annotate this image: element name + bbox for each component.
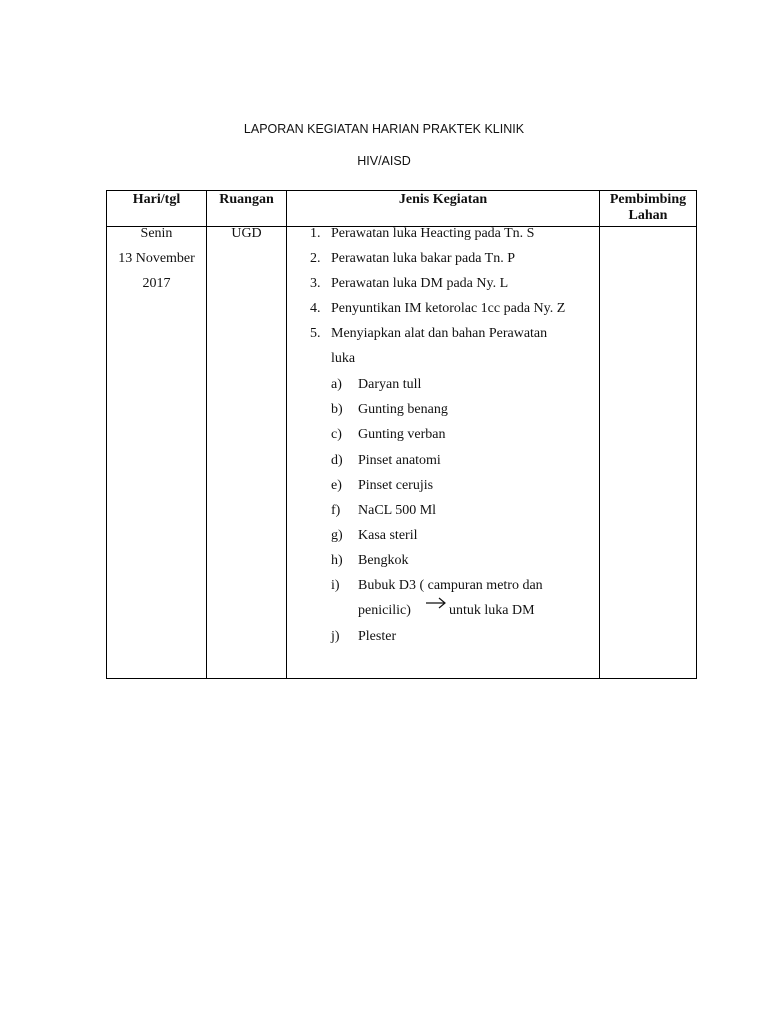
tool-h-letter: h) xyxy=(331,553,343,568)
tool-e-text: Pinset cerujis xyxy=(358,478,434,493)
tool-h-text: Bengkok xyxy=(358,553,409,568)
tool-i-text: Bubuk D3 ( campuran metro dan xyxy=(358,578,543,593)
tool-c-text: Gunting verban xyxy=(358,427,446,442)
tool-d-letter: d) xyxy=(331,453,343,468)
cell-day: Senin xyxy=(140,226,173,241)
cell-room: UGD xyxy=(231,226,262,241)
header-lahan: Lahan xyxy=(628,208,668,223)
tool-c-letter: c) xyxy=(331,427,342,442)
arrow-right-icon xyxy=(425,597,447,609)
activity-1-number: 1. xyxy=(310,226,321,241)
tool-j-text: Plester xyxy=(358,629,397,644)
header-pembimbing: Pembimbing xyxy=(609,192,687,207)
activity-3-number: 3. xyxy=(310,276,321,291)
tool-g-letter: g) xyxy=(331,528,343,543)
report-subtitle: HIV/AISD xyxy=(357,154,411,168)
tool-e-letter: e) xyxy=(331,478,342,493)
activity-4-text: Penyuntikan IM ketorolac 1cc pada Ny. Z xyxy=(331,301,566,316)
column-divider-3 xyxy=(599,190,600,679)
cell-date: 13 November xyxy=(118,251,195,266)
tool-g-text: Kasa steril xyxy=(358,528,418,543)
header-ruangan: Ruangan xyxy=(219,192,274,207)
tool-a-letter: a) xyxy=(331,377,342,392)
activity-4-number: 4. xyxy=(310,301,321,316)
tool-a-text: Daryan tull xyxy=(358,377,422,392)
tool-i-letter: i) xyxy=(331,578,340,593)
tool-j-letter: j) xyxy=(331,629,340,644)
tool-f-letter: f) xyxy=(331,503,341,518)
tool-d-text: Pinset anatomi xyxy=(358,453,441,468)
activity-2-number: 2. xyxy=(310,251,321,266)
table-border-bottom xyxy=(106,678,697,679)
activity-3-text: Perawatan luka DM pada Ny. L xyxy=(331,276,509,291)
report-title: LAPORAN KEGIATAN HARIAN PRAKTEK KLINIK xyxy=(243,122,525,136)
activity-2-text: Perawatan luka bakar pada Tn. P xyxy=(331,251,516,266)
tool-b-text: Gunting benang xyxy=(358,402,448,417)
activity-5-text: Menyiapkan alat dan bahan Perawatan xyxy=(331,326,548,341)
activity-1-text: Perawatan luka Heacting pada Tn. S xyxy=(331,226,535,241)
header-jenis-kegiatan: Jenis Kegiatan xyxy=(398,192,488,207)
column-divider-2 xyxy=(286,190,287,679)
tool-b-letter: b) xyxy=(331,402,343,417)
column-divider-1 xyxy=(206,190,207,679)
cell-year: 2017 xyxy=(142,276,171,291)
tool-i-continuation: penicilic) xyxy=(358,603,411,618)
activity-5-continuation: luka xyxy=(331,351,356,366)
header-hari-tgl: Hari/tgl xyxy=(132,192,181,207)
tool-i-result: untuk luka DM xyxy=(449,603,535,618)
table-border-right xyxy=(696,190,697,679)
activity-5-number: 5. xyxy=(310,326,321,341)
tool-f-text: NaCL 500 Ml xyxy=(358,503,437,518)
